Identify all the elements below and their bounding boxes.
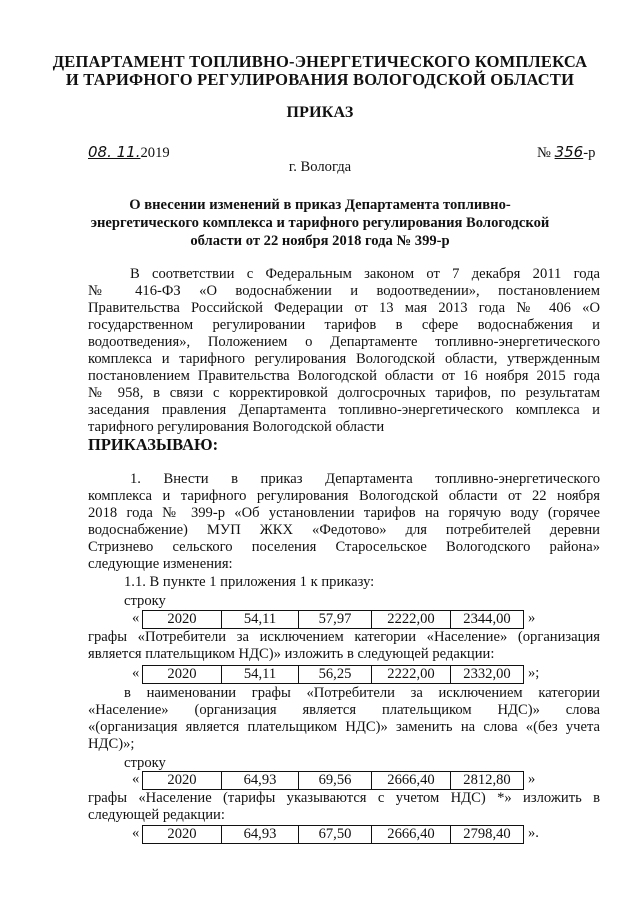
tariff-table-2 (142, 665, 524, 684)
item1-line: следующие изменения: (88, 556, 233, 572)
preamble-line: Правительства Российской Федерации от 13 мая 2013 года № 406 «О (88, 300, 600, 316)
preamble-line: государственном регулировании тарифов в сфере водоснабжения и (88, 317, 600, 333)
open-quote: « (132, 610, 140, 626)
table-cell: 64,93 (222, 826, 299, 844)
table-cell: 2020 (143, 772, 222, 790)
table-cell: 2798,40 (451, 826, 524, 844)
number-suffix: -р (583, 145, 596, 161)
handwritten-number: 356 (554, 143, 584, 161)
table-cell: 57,97 (299, 611, 372, 629)
document-title-line: О внесении изменений в приказ Департамента топливно- (129, 197, 511, 213)
item1-line: 1. Внести в приказ Департамента топливно-энергетического (130, 471, 600, 487)
table-cell: 2812,80 (451, 772, 524, 790)
item1-line: водоснабжение) МУП ЖКХ «Федотово» для потребителей деревни (88, 522, 600, 538)
table-cell: 64,93 (222, 772, 299, 790)
document-title-line: энергетического комплекса и тарифного регулирования Вологодской (90, 215, 550, 231)
table-cell: 2666,40 (372, 772, 451, 790)
open-quote: « (132, 825, 140, 841)
item1-line: комплекса и тарифного регулирования Вологодской области от 22 ноября (88, 488, 600, 504)
graph1-line: графы «Потребители за исключением категории «Население» (организация (88, 629, 600, 645)
preamble-line: тарифного регулирования Вологодской области (88, 419, 385, 435)
document-type: ПРИКАЗ (286, 104, 354, 121)
rename-line: «(организация является плательщиком НДС)» заменить на слова «(без учета (88, 719, 600, 735)
document-title-line: области от 22 ноября 2018 года № 399-р (190, 233, 450, 249)
table-cell: 2344,00 (451, 611, 524, 629)
graph1-line: является плательщиком НДС)» изложить в следующей редакции: (88, 646, 495, 662)
table-cell: 67,50 (299, 826, 372, 844)
item-1-1: 1.1. В пункте 1 приложения 1 к приказу: (124, 574, 375, 590)
city: г. Вологда (288, 159, 352, 175)
graph2-line: графы «Население (тарифы указываются с учетом НДС) *» изложить в (88, 790, 600, 806)
graph2-line: следующей редакции: (88, 807, 225, 823)
tariff-table-3 (142, 771, 524, 790)
close-quote: »; (528, 665, 540, 681)
table-cell: 54,11 (222, 666, 299, 684)
rename-line: НДС)»; (88, 736, 135, 752)
tariff-table-4 (142, 825, 524, 844)
table-cell: 54,11 (222, 611, 299, 629)
tariff-table-1 (142, 610, 524, 629)
order-word: ПРИКАЗЫВАЮ: (88, 435, 219, 454)
table-cell: 2020 (143, 826, 222, 844)
open-quote: « (132, 665, 140, 681)
open-quote: « (132, 771, 140, 787)
table-cell: 56,25 (299, 666, 372, 684)
word-row: строку (124, 593, 166, 609)
table-cell: 2020 (143, 611, 222, 629)
table-cell: 2332,00 (451, 666, 524, 684)
preamble-line: постановлением Правительства Вологодской области от 16 ноября 2015 года (88, 368, 600, 384)
preamble-line: № 416-ФЗ «О водоснабжении и водоотведении», постановлением (88, 283, 600, 299)
preamble-line: комплекса и тарифного регулирования Вологодской области, утвержденным (88, 351, 600, 367)
handwritten-date: 08. 11. (88, 143, 141, 161)
preamble-line: заседания правления Департамента топливно-энергетического комплекса и (88, 402, 600, 418)
department-name-line2: И ТАРИФНОГО РЕГУЛИРОВАНИЯ ВОЛОГОДСКОЙ ОБЛАСТИ (65, 70, 575, 89)
department-name-line1: ДЕПАРТАМЕНТ ТОПЛИВНО-ЭНЕРГЕТИЧЕСКОГО КОМПЛЕКСА (52, 52, 588, 71)
rename-line: «Население» (организация является плательщиком НДС)» слова (88, 702, 600, 718)
preamble-line: № 958, в связи с корректировкой долгосрочных тарифов, по результатам (88, 385, 600, 401)
table-cell: 2222,00 (372, 611, 451, 629)
word-row: строку (124, 755, 166, 771)
preamble-line: В соответствии с Федеральным законом от 7 декабря 2011 года (130, 266, 600, 282)
table-cell: 2020 (143, 666, 222, 684)
item1-line: 2018 года № 399-р «Об установлении тарифов на горячую воду (горячее (88, 505, 600, 521)
close-quote: » (528, 771, 536, 787)
rename-line: в наименовании графы «Потребители за исключением категории (124, 685, 600, 701)
table-cell: 2222,00 (372, 666, 451, 684)
item1-line: Стризнево сельского поселения Старосельское Вологодского района» (88, 539, 600, 555)
close-quote: » (528, 610, 536, 626)
number-sign: № (537, 145, 551, 161)
document-year: 2019 (140, 145, 170, 161)
table-cell: 2666,40 (372, 826, 451, 844)
close-quote: ». (528, 825, 539, 841)
preamble-line: водоотведения», Положением о Департаменте топливно-энергетического (88, 334, 600, 350)
table-cell: 69,56 (299, 772, 372, 790)
